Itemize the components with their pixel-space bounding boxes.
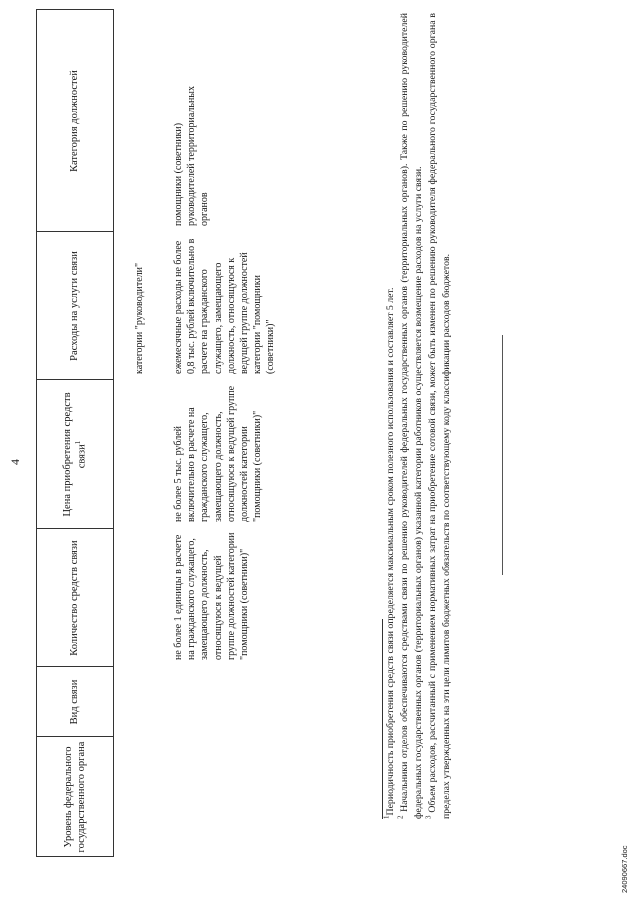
- header-quantity: Количество средств связи: [69, 540, 81, 656]
- footnote-1: [384, 13, 398, 819]
- footnote-text: Объем расходов, рассчитанный с применением нормативных затрат на приобретение сотовой связи, может быть изменен по решению руководителя федерального государственного органа в пределах утвержденных на эти цели лимитов бюджетных обязательств по соответствующему коду классификации расходов бюджетов.: [426, 12, 452, 819]
- column-divider: [36, 231, 114, 232]
- column-divider: [36, 736, 114, 737]
- footnote-2: [398, 13, 426, 819]
- quantity-cell: не более 1 единицы в расчете на гражданского служащего, замещающего должность, относящуюся к ведущей группе должностей категории "помощники (советники)": [173, 532, 250, 660]
- footnote-text: Периодичность приобретения средств связи определяется максимальным сроком полезного использования и составляет 5 лет.: [385, 287, 396, 816]
- costs-table: [36, 9, 114, 857]
- column-divider: [36, 666, 114, 667]
- footnote-number: 1: [382, 815, 391, 819]
- table-right-border: [36, 9, 114, 10]
- footnotes: [384, 13, 454, 819]
- header-price: [36, 384, 114, 525]
- table-left-border: [36, 856, 114, 857]
- column-divider: [36, 528, 114, 529]
- page-number: 4: [8, 459, 22, 465]
- header-level: Уровень федерального государственного органа: [62, 741, 87, 853]
- header-category: Категория должностей: [69, 70, 81, 172]
- column-divider: [36, 379, 114, 380]
- footnote-text: Начальники отделов обеспечиваются средствами связи по решению руководителей федеральных государственных органов (территориальных органов). Также по решению руководителей федеральных государственных органов (территориальных органов) указанной категории работников осуществляется возмещение расходов на услуги связи.: [398, 13, 424, 819]
- footnote-ref: 1: [74, 440, 83, 445]
- price-cell: не более 5 тыс. рублей включительно в расчете на гражданского служащего, замещающего должность, относящуюся к ведущей группе должностей категории "помощники (советники)": [173, 385, 264, 522]
- expenses-cell: ежемесячные расходы не более 0,8 тыс. рублей включительно в расчете на гражданского служащего, замещающего должность, относящуюся к ведущей группе должностей категории "помощники (советники)": [173, 238, 277, 374]
- header-type: Вид связи: [69, 679, 81, 725]
- footnote-separator: [382, 619, 383, 819]
- document-code: 24090667.doc: [620, 845, 629, 893]
- continued-expenses-cell: категории "руководители": [134, 262, 145, 374]
- end-rule: [502, 335, 503, 575]
- header-price-label: Цена приобретения средств связи: [62, 392, 88, 517]
- footnote-3: [426, 13, 454, 819]
- footnote-number: 3: [424, 815, 433, 819]
- footnote-number: 2: [396, 815, 405, 819]
- category-cell: помощники (советники) руководителей территориальных органов: [173, 85, 211, 226]
- header-expenses: Расходы на услуги связи: [69, 251, 81, 361]
